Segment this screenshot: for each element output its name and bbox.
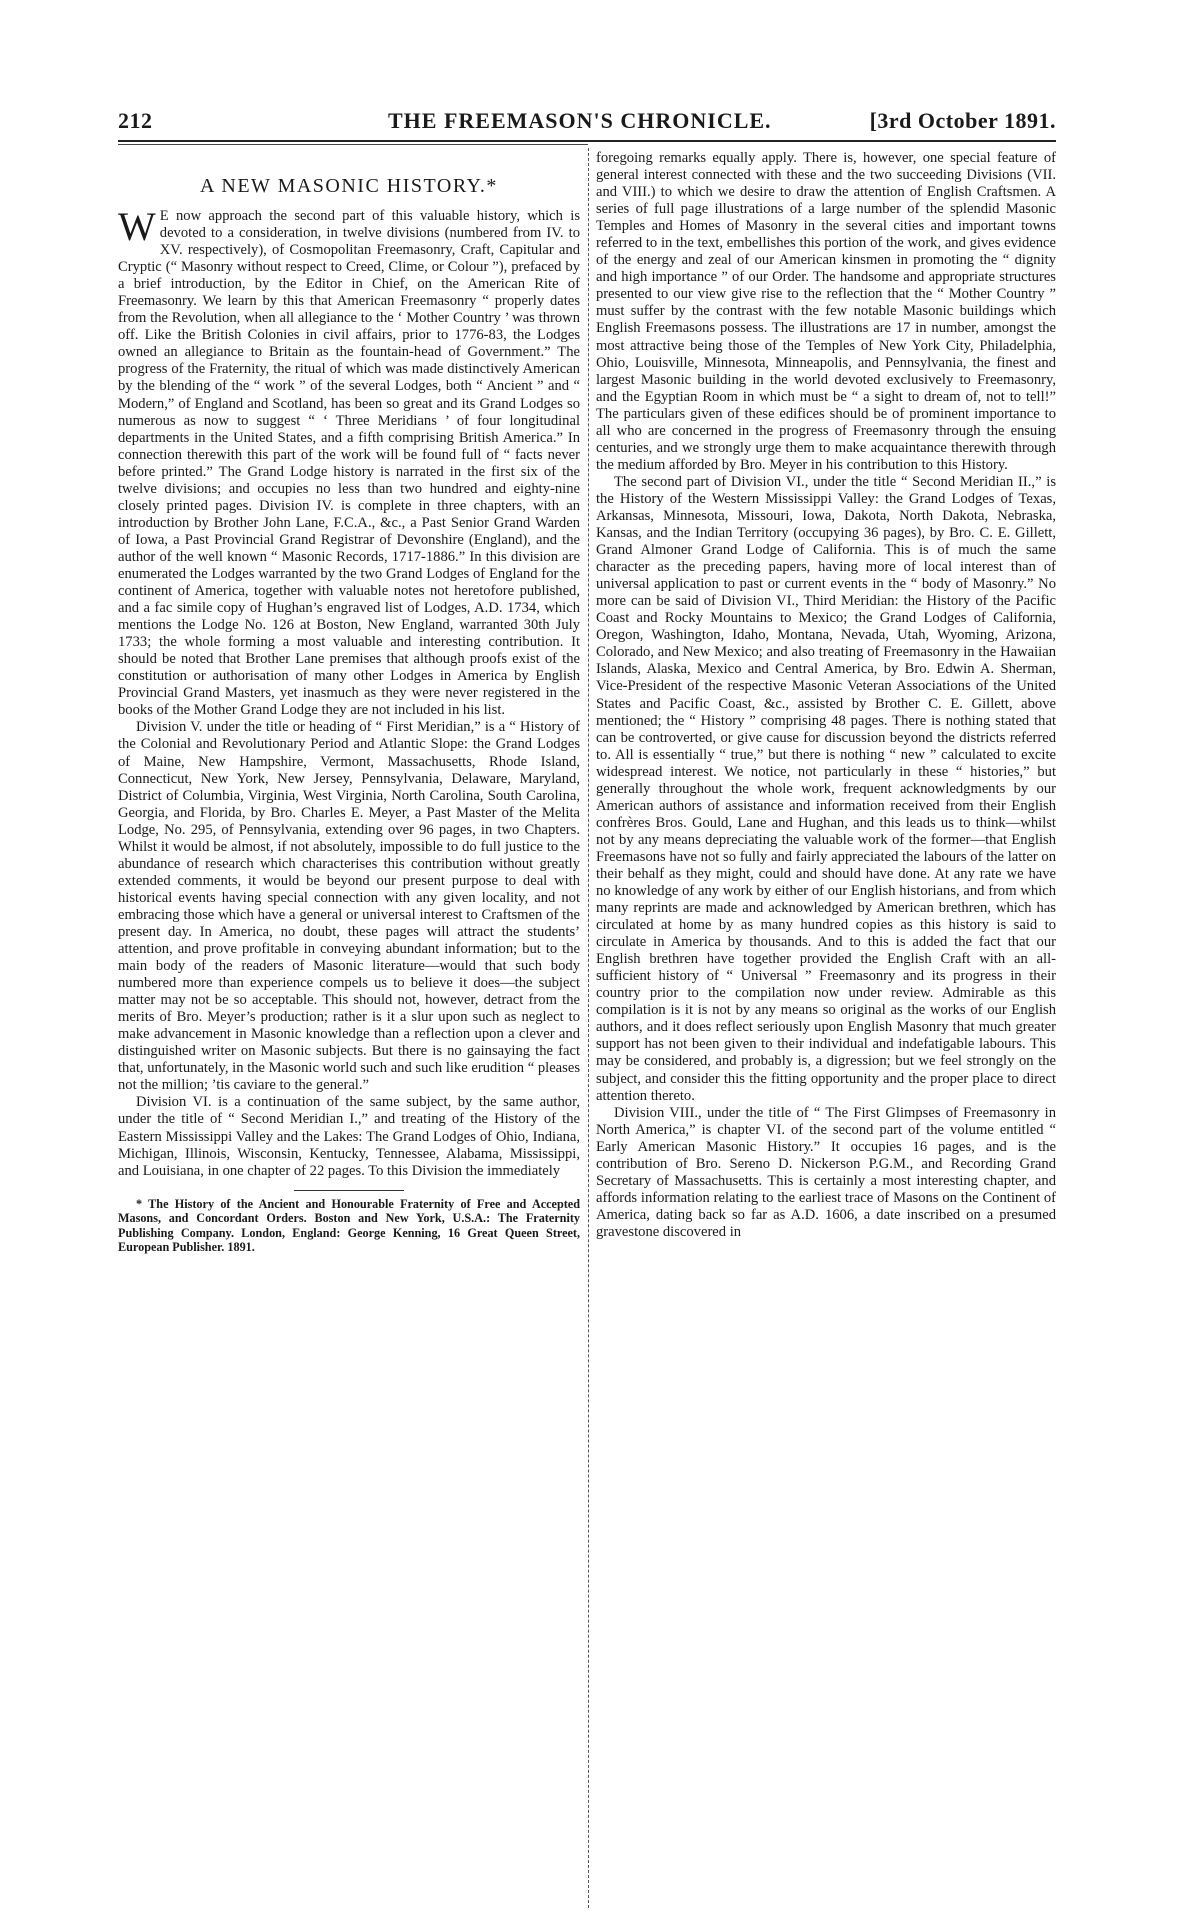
footnote-rule <box>294 1190 404 1191</box>
footnote: * The History of the Ancient and Honourable Fraternity of Free and Accepted Masons, and Concordant Orders. Boston and New York, U.S.A.: The Fraternity Publishing Company. London, England: George Kenning, 16 Great Queen Street, European Publisher. 1891. <box>118 1196 580 1255</box>
right-column <box>596 150 1056 1241</box>
paragraph: foregoing remarks equally apply. There is, however, one special feature of general interest connected with these and the two succeeding Divisions (VII. and VIII.) to which we desire to draw the attention of English Craftsmen. A series of full page illustrations of a large number of the splendid Masonic Temples and Homes of Masonry in the several cities and important towns referred to in the text, embellishes this portion of the work, and gives evidence of the energy and zeal of our American kinsmen in promoting the “ dignity and high importance ” of our Order. The handsome and appropriate structures presented to our view give rise to the reflection that the “ Mother Country ” must suffer by the contrast with the few notable Masonic buildings which English Freemasons possess. The illustrations are 17 in number, amongst the most attractive being those of the Temples of New York City, Philadelphia, Ohio, Louisville, Minnesota, Minneapolis, and Pennsylvania, the finest and largest Masonic building in the world devoted exclusively to Freemasonry, and the Egyptian Room in which must be “ a sight to dream of, not to tell!” The particulars given of these edifices should be of prominent importance to all who are concerned in the progress of Freemasonry through the ensuing centuries, and we strongly urge them to make acquaintance therewith through the medium afforded by Bro. Meyer in his contribution to this History. <box>596 150 1056 473</box>
issue-date: [3rd October 1891. <box>869 108 1056 133</box>
page-number: 212 <box>118 108 153 133</box>
left-column <box>118 150 580 1255</box>
paragraph <box>118 204 580 719</box>
publication-title: THE FREEMASON'S CHRONICLE. <box>388 108 772 133</box>
page-header <box>118 102 1056 136</box>
paragraph: Division VIII., under the title of “ The First Glimpses of Freemasonry in North America,” is chapter VI. of the second part of the volume entitled “ Early American Masonic History.” It occupies 16 pages, and is the contribution of Bro. Sereno D. Nickerson P.G.M., and Recording Grand Secretary of Massachusetts. This is certainly a most interesting chapter, and affords information relating to the earliest trace of Masons on the Continent of America, dating back so far as A.D. 1606, a date inscribed on a presumed gravestone discovered in <box>596 1104 1056 1240</box>
paragraph-text: E now approach the second part of this valuable history, which is devoted to a consideration, in twelve divisions (numbered from IV. to XV. respectively), of Cosmopolitan Freemasonry, Craft, Capitular and Cryptic (“ Masonry without respect to Creed, Clime, or Colour ”), prefaced by a brief introduction, by the Editor in Chief, on the American Rite of Freemasonry. We learn by this that American Freemasonry “ properly dates from the Revolution, when all allegiance to the ‘ Mother Country ’ was thrown off. Like the British Colonies in civil affairs, prior to 1776-83, the Lodges owned an allegiance to Britain as the fountain-head of Government.” The progress of the Fraternity, the ritual of which was made distinctively American by the blending of the “ work ” of the several Lodges, both “ Ancient ” and “ Modern,” of England and Scotland, has been so great and its Grand Lodges so numerous as now to suggest “ ‘ Three Meridians ’ of four longitudinal departments in the United States, and a fifth comprising British America.” In connection therewith this part of the work will be found full of “ facts never before printed.” The Grand Lodge history is narrated in the first six of the twelve divisions; and occupies no less than two hundred and eighty-nine closely printed pages. Division IV. is complete in three chapters, with an introduction by Brother John Lane, F.C.A., &c., a Past Senior Grand Warden of Iowa, a Past Provincial Grand Registrar of Devonshire (England), and the author of the well known “ Masonic Records, 1717-1886.” In this division are enumerated the Lodges warranted by the two Grand Lodges of England for the continent of America, together with valuable notes not heretofore published, and a fac simile copy of Hughan’s engraved list of Lodges, A.D. 1734, which mentions the Lodge No. 126 at Boston, New England, warranted 30th July 1733; the whole forming a most valuable and interesting contribution. It should be noted that Brother Lane premises that although proofs exist of the constitution or authorisation of many other Lodges in America by English Provincial Grand Masters, yet inasmuch as they were never registered in the books of the Mother Grand Lodge they are not included in his list. <box>118 208 580 719</box>
drop-cap: W <box>118 204 156 249</box>
header-rule-thin <box>118 144 588 145</box>
paragraph: Division V. under the title or heading of “ First Meridian,” is a “ History of the Colonial and Revolutionary Period and Atlantic Slope: the Grand Lodges of Maine, New Hampshire, Vermont, Massachusetts, Rhode Island, Connecticut, New York, New Jersey, Pennsylvania, Delaware, Maryland, District of Columbia, Virginia, West Virginia, North Carolina, South Carolina, Georgia, and Florida, by Bro. Charles E. Meyer, a Past Master of the Melita Lodge, No. 295, of Pennsylvania, extending over 96 pages, in two Chapters. Whilst it would be almost, if not absolutely, impossible to do full justice to the abundance of research which characterises this contribution without greatly extended comments, it would be beyond our present purpose to deal with historical events having special connection with any given locality, and not embracing those which have a general or universal interest to Craftsmen of the present day. In America, no doubt, these pages will attract the students’ attention, and prove profitable in conveying abundant information; but to the main body of the readers of Masonic literature—would that such body numbered more than experience compels us to believe it does—the subject matter may not be so acceptable. This should not, however, detract from the merits of Bro. Meyer’s production; rather is it a slur upon such as neglect to make advancement in Masonic knowledge than a reflection upon a clever and distinguished writer on Masonic subjects. But there is no gainsaying the fact that, unfortunately, in the Masonic world such and such like erudition “ pleases not the million; ’tis caviare to the general.” <box>118 719 580 1094</box>
paragraph: Division VI. is a continuation of the same subject, by the same author, under the title of “ Second Meridian I.,” and treating of the History of the Eastern Mississippi Valley and the Lakes: The Grand Lodges of Ohio, Indiana, Michigan, Illinois, Wisconsin, Kentucky, Tennessee, Alabama, Mississippi, and Louisiana, in one chapter of 22 pages. To this Division the immediately <box>118 1094 580 1179</box>
paragraph: The second part of Division VI., under the title “ Second Meridian II.,” is the History of the Western Mississippi Valley: the Grand Lodges of Texas, Arkansas, Minnesota, Missouri, Iowa, Dakota, North Dakota, Nebraska, Kansas, and the Indian Territory (occupying 36 pages), by Bro. C. E. Gillett, Grand Almoner Grand Lodge of California. This is of much the same character as the preceding papers, having more of local interest than of universal application to past or current events in the “ body of Masonry.” No more can be said of Division VI., Third Meridian: the History of the Pacific Coast and Rocky Mountains to Mexico; the Grand Lodges of California, Oregon, Washington, Idaho, Montana, Nevada, Utah, Wyoming, Arizona, Colorado, and New Mexico; and also treating of Freemasonry in the Hawaiian Islands, Alaska, Mexico and Central America, by Bro. Edwin A. Sherman, Vice-President of the respective Masonic Veteran Associations of the United States and Pacific Coast, &c., assisted by Brother C. E. Gillett, above mentioned; the “ History ” comprising 48 pages. There is nothing stated that can be controverted, or give cause for discussion beyond the districts referred to. All is essentially “ true,” but there is nothing “ new ” calculated to excite widespread interest. We notice, not particularly in these “ histories,” but generally throughout the whole work, frequent acknowledgments by our American authors of assistance and information received from their English confrères Bros. Gould, Lane and Hughan, and this leads us to think—whilst not by any means depreciating the valuable work of the former—that English Freemasons have not so fully and fairly appreciated the labours of the latter on their behalf as they might, could and should have done. At any rate we have no knowledge of any work by either of our English historians, and from which many reprints are made and acknowledged by American brethren, which has circulated at home by as many hundred copies as this history is said to circulate in America by thousands. And to this is added the fact that our English brethren have together provided the English Craft with an all-sufficient history of “ Universal ” Freemasonry and its progress in their country prior to the compilation now under review. Admirable as this compilation is it is not by any means so original as the works of our English authors, and it does reflect seriously upon English Masonry that much greater support has not been given to their individual and indefatigable labours. This may be considered, and probably is, a digression; but we feel strongly on the subject, and consider this the fitting opportunity and the proper place to direct attention thereto. <box>596 473 1056 1104</box>
column-divider <box>588 148 589 1908</box>
article-title: A NEW MASONIC HISTORY.* <box>200 175 498 197</box>
header-rule <box>118 140 1056 142</box>
